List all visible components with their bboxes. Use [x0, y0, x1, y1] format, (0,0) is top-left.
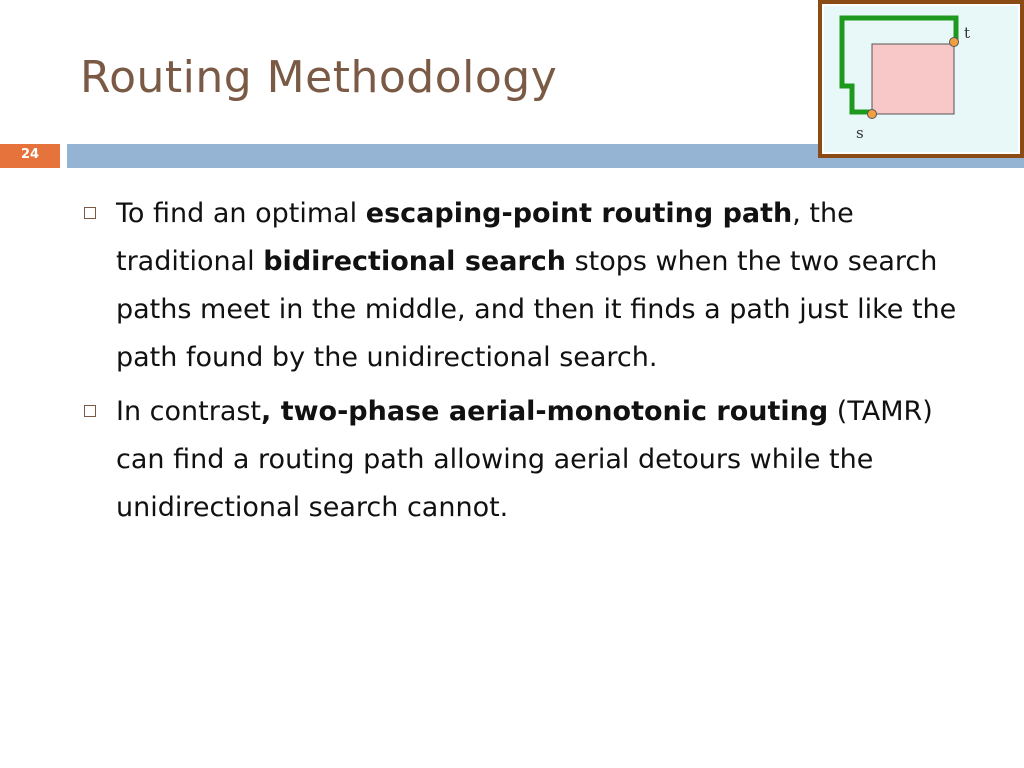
bullet-item — [84, 190, 964, 382]
bullet-list — [84, 190, 964, 538]
bullet-item — [84, 388, 964, 532]
bullet-box-icon — [84, 207, 96, 219]
slide-title: Routing Methodology — [80, 52, 558, 103]
label-s: s — [856, 124, 864, 142]
bullet-text: To find an optimal escaping-point routing path, the traditional bidirectional search stops when the two search paths meet in the middle, and then it finds a path just like the path found by the unidirectional search. — [116, 198, 957, 373]
bullet-text: In contrast, two-phase aerial-monotonic routing (TAMR) can find a routing path allowing aerial detours while the unidirectional search cannot. — [116, 396, 933, 523]
label-t: t — [964, 24, 971, 42]
slide-number: 24 — [0, 144, 60, 168]
bullet-box-icon — [84, 405, 96, 417]
obstacle-block — [872, 44, 954, 114]
pin-t — [950, 38, 959, 47]
routing-figure — [818, 0, 1024, 158]
pin-s — [868, 110, 877, 119]
routing-diagram — [822, 4, 1020, 154]
